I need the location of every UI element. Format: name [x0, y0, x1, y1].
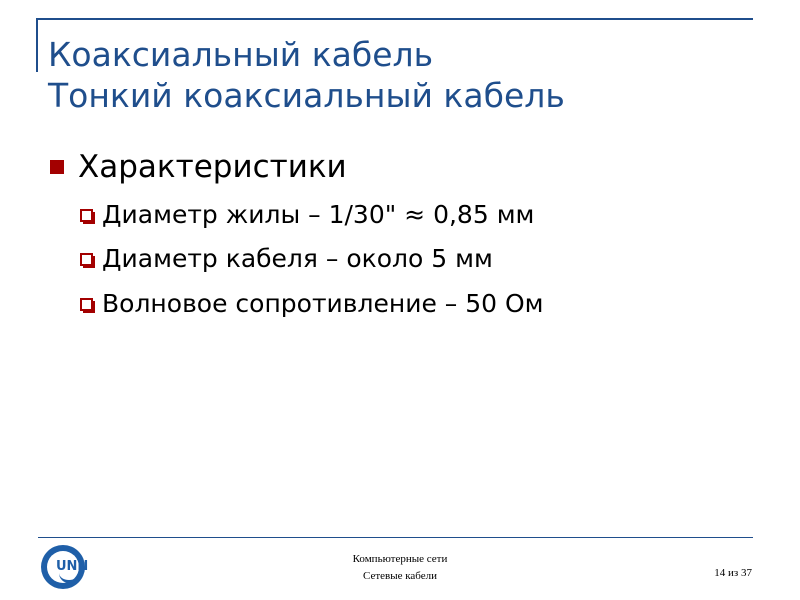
list-item-text: Диаметр жилы – 1/30" ≈ 0,85 мм — [102, 200, 535, 229]
outline-square-bullet-icon — [80, 209, 93, 222]
bullet-heading — [50, 147, 347, 187]
page-number: 14 из 37 — [714, 567, 752, 579]
university-logo-icon — [41, 545, 89, 589]
footer-course: Компьютерные сети — [352, 553, 448, 565]
slide-title — [48, 34, 768, 116]
list-item-text: Волновое сопротивление – 50 Ом — [102, 289, 544, 318]
outline-square-bullet-icon — [80, 253, 93, 266]
outline-square-bullet-icon — [80, 298, 93, 311]
footer-topic: Сетевые кабели — [362, 570, 438, 582]
top-border-line — [38, 18, 753, 20]
footer-divider — [38, 537, 753, 538]
filled-square-bullet-icon — [50, 160, 64, 174]
bullet-heading-text: Характеристики — [78, 149, 347, 185]
list-item — [80, 288, 544, 320]
left-border-line — [36, 18, 38, 72]
list-item — [80, 243, 493, 275]
slide-title-line-2: Тонкий коаксиальный кабель — [48, 76, 565, 115]
list-item-text: Диаметр кабеля – около 5 мм — [102, 244, 493, 273]
logo-letters: UNN — [56, 559, 89, 574]
list-item — [80, 199, 534, 231]
footer-caption — [300, 551, 500, 585]
slide-title-line-1: Коаксиальный кабель — [48, 35, 434, 74]
